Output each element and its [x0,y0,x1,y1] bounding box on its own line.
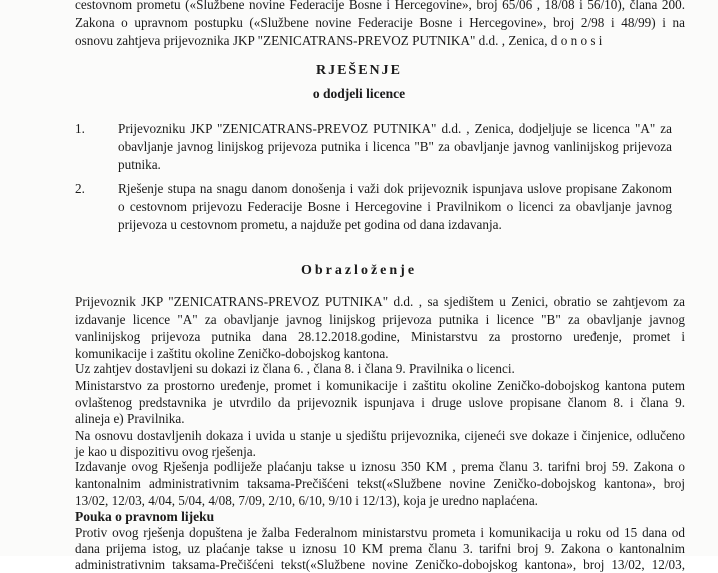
appeal-line: dana prijema istog, uz plaćanje takse u iznosu 10 KM prema članu 3. tarifni broj 9. Zakona o kantonalnim [75,541,685,556]
appeal-line: Protiv ovog rješenja dopuštena je žalba Federalnom ministarstvu prometa i komunikacija u roku od 15 dana od [75,525,685,540]
reasoning-line: izdavanje licence "A" za obavljanje javnog linijskog prijevoza putnika i licence "B" za obavljanje javnog [75,312,685,327]
reasoning-line: vanlinijskog prijevoza putnika dana 28.12.2018.godine, Ministarstvu za prostorno uređenje, promet i [75,329,685,344]
reasoning-line: Prijevoznik JKP "ZENICATRANS-PREVOZ PUTNIKA" d.d. , sa sjedištem u Zenici, obratio se zahtjevom za [75,294,685,309]
reasoning-line: 13/02, 12/03, 4/04, 5/04, 4/08, 7/09, 2/10, 6/10, 9/10 i 12/13), koja je uredno naplaćena. [75,493,538,508]
reasoning-line: Na osnovu dostavljenih dokaza i uvida u stanje u sjedištu prijevoznika, cijeneći sve dokaze i činjenice, odlučeno [75,428,685,443]
intro-line-2: Zakona o upravnom postupku («Službene novine Federacije Bosne i Hercegovine», broj 2/98 i 48/99) i na [75,15,685,30]
appeal-line: administrativnim taksama-Prečišćeni tekst(«Službene novine Zeničko-dobojskog kantona», broj 13/02, 12/03, [75,557,685,572]
intro-line-1: cestovnom prometu («Službene novine Federacije Bosne i Hercegovine», broj 65/06 , 18/08 i 56/10), člana 200. [75,0,685,12]
item-1-line-1: Prijevozniku JKP "ZENICATRANS-PREVOZ PUTNIKA" d.d. , Zenica, dodjeljuje se licenca "A" za [118,121,672,136]
reasoning-line: alineja e) Pravilnika. [75,411,185,426]
reasoning-line: komunikacije i zaštitu okoline Zeničko-dobojskog kantona. [75,346,389,361]
item-2-line-2: o cestovnom prijevozu Federacije Bosne i Hercegovine i Pravilnikom o licenci za obavljanje javnog [118,199,672,214]
item-1-number: 1. [75,121,85,136]
item-2-line-3: prijevoza u cestovnom prometu, a najduže pet godina od dana izdavanja. [118,217,502,232]
reasoning-line: kantonalnim administrativnim taksama-Prečišćeni tekst(«Službene novine Zeničko-dobojskog kantona», broj [75,476,685,491]
item-1-line-2: obavljanje javnog linijskog prijevoza putnika i licenca "B" za obavljanje javnog vanlinijskog prijevoza [118,139,672,154]
document-subtitle: o dodjeli licence [312,86,406,101]
reasoning-line: ovlaštenog predstavnika je utvrdilo da prijevoznik ispunjava i druge uslove propisane članom 8. i člana 9. [75,395,685,410]
item-2-number: 2. [75,181,85,196]
intro-line-3: osnovu zahtjeva prijevoznika JKP "ZENICATRANS-PREVOZ PUTNIKA" d.d. , Zenica, d o n o s i [75,33,603,48]
item-2-line-1: Rješenje stupa na snagu danom donošenja i važi dok prijevoznik ispunjava uslove propisane Zakonom [118,181,672,196]
reasoning-line: je kao u dispozitivu ovog rješenja. [75,444,256,459]
reasoning-title: Obrazloženje [300,263,418,278]
item-1-line-3: putnika. [118,157,161,172]
reasoning-line: Izdavanje ovog Rješenja podliježe plaćanju takse u iznosu 350 KM , prema članu 3. tarifni broj 59. Zakona o [75,459,685,474]
document-title: RJEŠENJE [315,63,403,78]
reasoning-line: Uz zahtjev dostavljeni su dokazi iz člana 6. , člana 8. i člana 9. Pravilnika o licenci. [75,361,515,376]
reasoning-line: Ministarstvo za prostorno uređenje, promet i komunikacije i zaštitu okoline Zeničko-dobojskog kantona putem [75,378,685,393]
appeal-title: Pouka o pravnom lijeku [75,509,215,524]
